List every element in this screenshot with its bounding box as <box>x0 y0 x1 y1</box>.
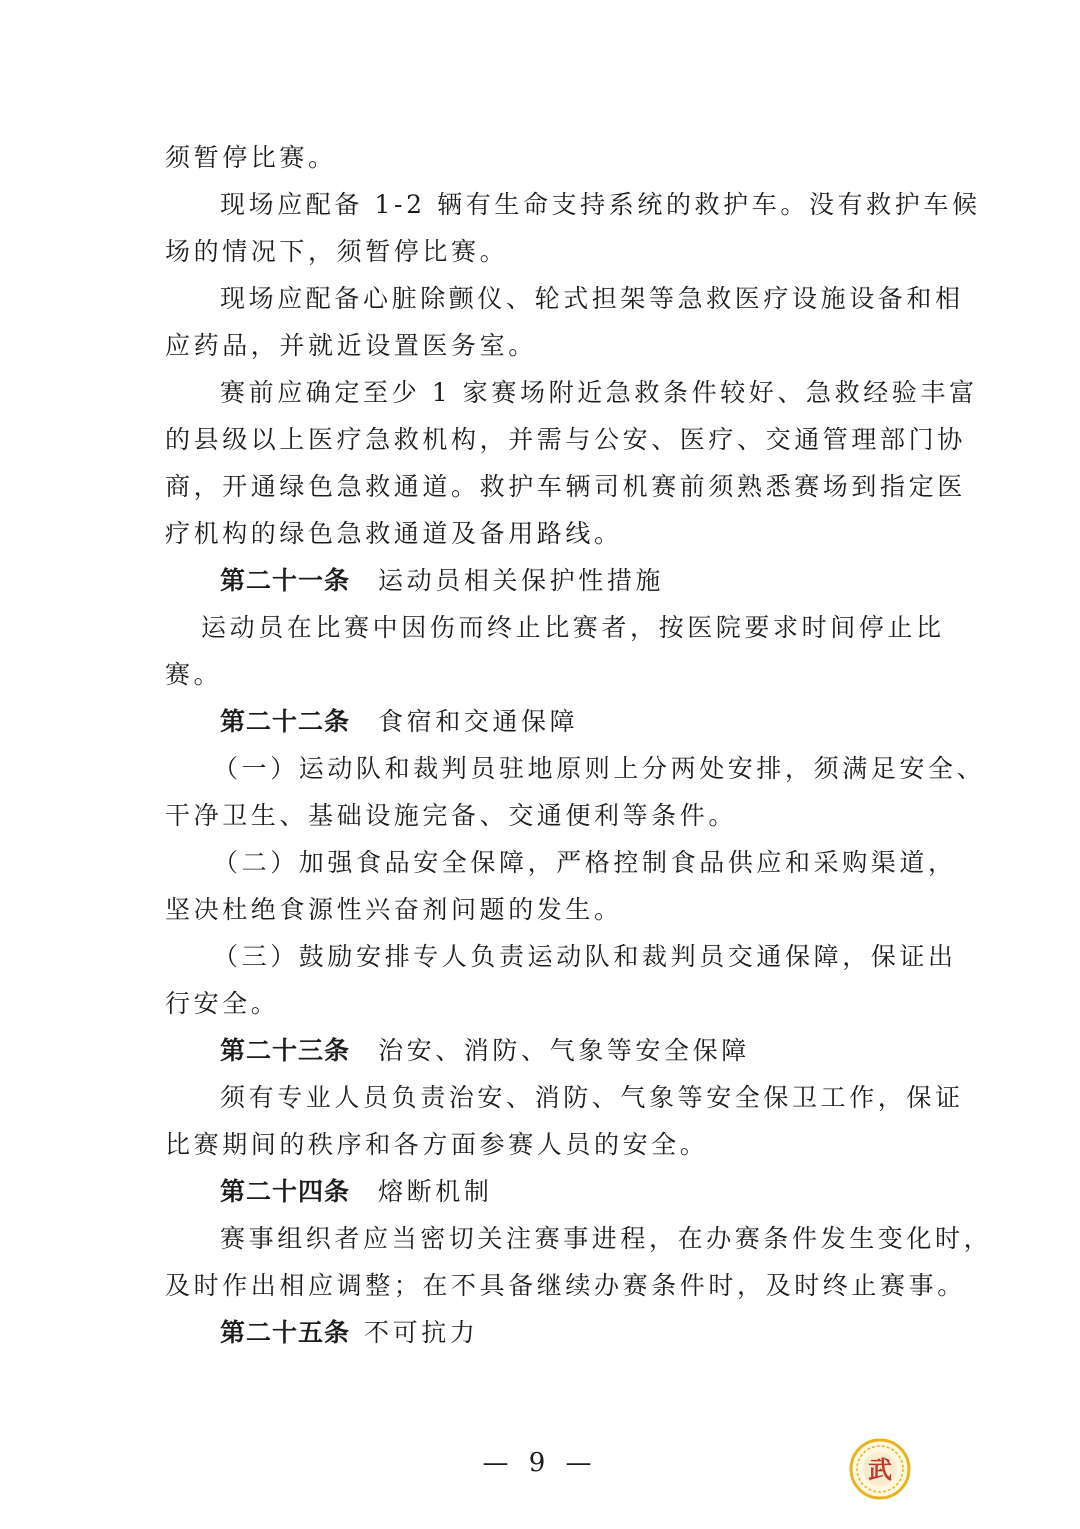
wushu-emblem-icon <box>849 1438 911 1500</box>
paragraph-line: 疗机构的绿色急救通道及备用路线。 <box>165 519 623 548</box>
article-title: 运动员相关保护性措施 <box>378 566 665 595</box>
article-number: 第二十二条 <box>220 707 351 736</box>
article-heading <box>165 1309 917 1356</box>
document-body <box>165 134 993 1356</box>
paragraph-line: 现场应配备 1-2 辆有生命支持系统的救护车。没有救护车候 <box>220 190 981 219</box>
article-number: 第二十一条 <box>220 566 351 595</box>
paragraph-line: 干净卫生、基础设施完备、交通便利等条件。 <box>165 801 738 830</box>
paragraph-line: 现场应配备心脏除颤仪、轮式担架等急救医疗设施设备和相 <box>220 284 964 313</box>
article-number: 第二十三条 <box>220 1036 351 1065</box>
paragraph-line: 坚决杜绝食源性兴奋剂问题的发生。 <box>165 895 623 924</box>
article-title: 熔断机制 <box>378 1177 493 1206</box>
paragraph-line: 须暂停比赛。 <box>165 143 337 172</box>
article-heading <box>165 698 917 745</box>
paragraph-line: （二）加强食品安全保障，严格控制食品供应和采购渠道， <box>213 848 957 877</box>
paragraph-line: （一）运动队和裁判员驻地原则上分两处安排，须满足安全、 <box>213 754 986 783</box>
paragraph-line: 赛。 <box>165 660 223 689</box>
paragraph-line: 商，开通绿色急救通道。救护车辆司机赛前须熟悉赛场到指定医 <box>165 472 966 501</box>
paragraph-line: 须有专业人员负责治安、消防、气象等安全保卫工作，保证 <box>220 1083 964 1112</box>
paragraph-line: 场的情况下，须暂停比赛。 <box>165 237 509 266</box>
paragraph-line: 比赛期间的秩序和各方面参赛人员的安全。 <box>165 1130 709 1159</box>
article-number: 第二十五条 <box>220 1318 351 1347</box>
article-title: 食宿和交通保障 <box>378 707 579 736</box>
paragraph-line: 运动员在比赛中因伤而终止比赛者，按医院要求时间停止比 <box>201 613 945 642</box>
article-number: 第二十四条 <box>220 1177 351 1206</box>
article-title: 不可抗力 <box>364 1318 479 1347</box>
paragraph-line: 行安全。 <box>165 989 280 1018</box>
paragraph-line: 的县级以上医疗急救机构，并需与公安、医疗、交通管理部门协 <box>165 425 966 454</box>
article-heading <box>165 1027 917 1074</box>
paragraph-line: 赛前应确定至少 1 家赛场附近急救条件较好、急救经验丰富 <box>220 378 978 407</box>
article-heading <box>165 1168 917 1215</box>
page-number: — 9 — <box>482 1448 598 1478</box>
paragraph-line: （三）鼓励安排专人负责运动队和裁判员交通保障，保证出 <box>213 942 957 971</box>
paragraph-line: 及时作出相应调整；在不具备继续办赛条件时，及时终止赛事。 <box>165 1271 966 1300</box>
article-heading <box>165 557 917 604</box>
paragraph-line: 赛事组织者应当密切关注赛事进程，在办赛条件发生变化时， <box>220 1224 993 1253</box>
svg-text:武: 武 <box>868 1456 892 1484</box>
paragraph-line: 应药品，并就近设置医务室。 <box>165 331 537 360</box>
article-title: 治安、消防、气象等安全保障 <box>378 1036 750 1065</box>
